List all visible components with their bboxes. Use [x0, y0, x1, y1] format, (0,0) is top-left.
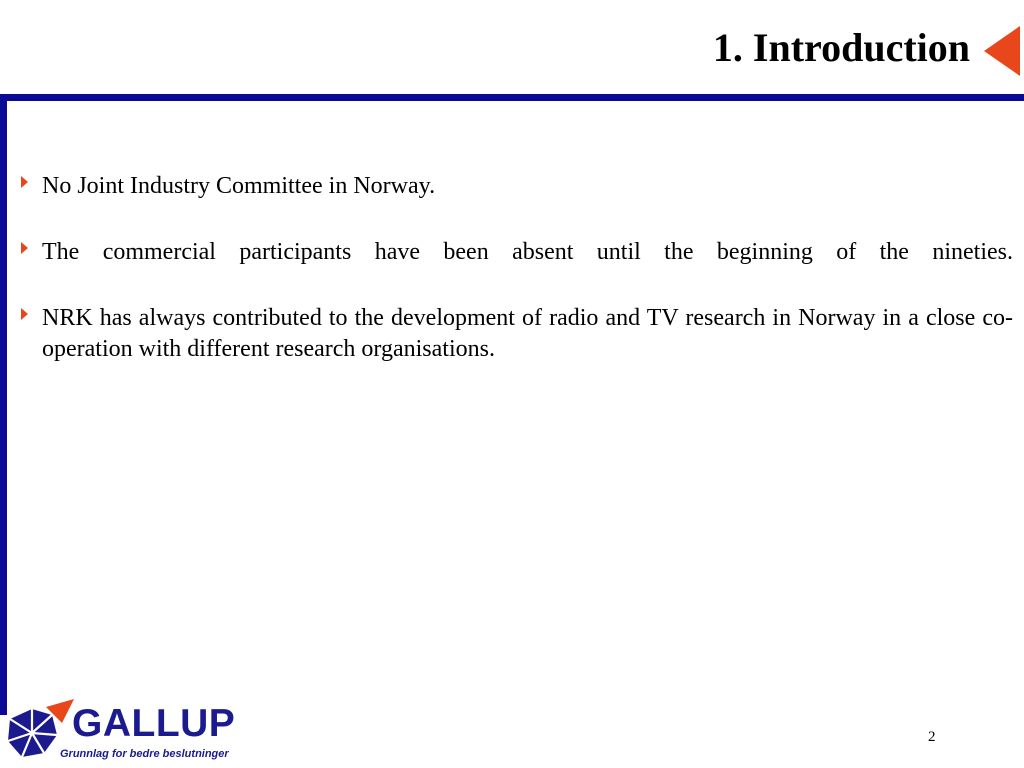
bullet-text: No Joint Industry Committee in Norway.	[42, 173, 436, 199]
bullet-item	[42, 303, 1013, 365]
logo-tagline: Grunnlag for bedre beslutninger	[60, 748, 229, 760]
slide-title: 1. Introduction	[712, 25, 970, 70]
bullet-arrow-icon	[21, 308, 28, 320]
bullet-text: The commercial participants have been absent until the beginning of the nineties.	[42, 239, 1013, 265]
page-number: 2	[928, 729, 936, 745]
bullet-text: NRK has always contributed to the development of radio and TV research in Norway in a close co-operation with different research organisations.	[42, 305, 1013, 362]
header-divider	[0, 94, 1024, 101]
logo-wordmark: GALLUP	[72, 702, 236, 745]
bullet-item	[42, 171, 1013, 202]
left-border	[0, 101, 7, 715]
bullet-arrow-icon	[21, 242, 28, 254]
bullet-item	[42, 237, 1013, 268]
left-triangle-icon[interactable]	[984, 26, 1020, 76]
gallup-logo	[2, 697, 264, 765]
bullet-arrow-icon	[21, 176, 28, 188]
bullet-list	[42, 171, 1013, 400]
